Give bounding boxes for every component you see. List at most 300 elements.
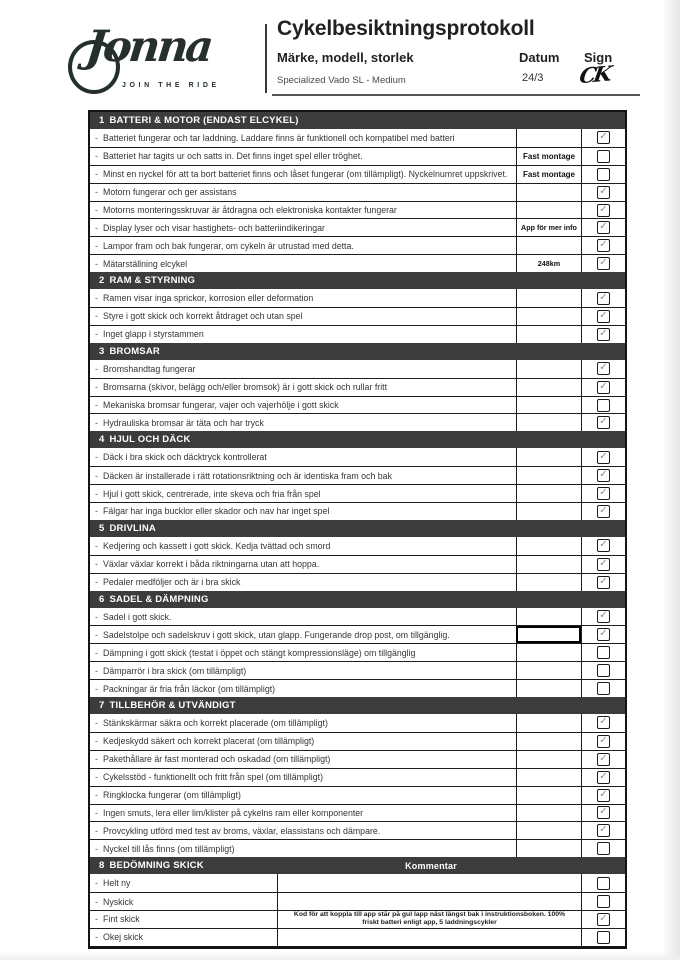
bullet-dash: - [95,452,98,463]
check-icon: ✓ [599,487,608,499]
check-icon: ✓ [599,824,608,836]
row-text-label: Bromsarna (skivor, belägg och/eller bromsok) är i gott skick och rullar fritt [103,382,388,393]
row-text-label: Ringklocka fungerar (om tillämpligt) [103,790,241,801]
row-text [90,467,516,484]
table-row [90,910,625,928]
table-row [90,537,625,555]
row-label [90,874,277,892]
table-row [90,839,625,857]
row-text-label: Motorn fungerar och ger assistans [103,187,237,198]
row-value [516,448,581,466]
checkbox-checked[interactable] [597,628,610,641]
section-title: SADEL & DÄMPNING [109,593,209,605]
checkbox-cell [581,414,625,431]
page-title: Cykelbesiktningsprotokoll [277,17,535,40]
row-text-label: Kedjeskydd säkert och korrekt placerat (om tillämpligt) [103,736,315,747]
row-label [90,911,277,928]
sign-label: Sign [584,50,613,65]
table-row [90,643,625,661]
row-value [516,308,581,325]
signature: CK [577,60,612,89]
checkbox-unchecked[interactable] [597,877,610,890]
table-row [90,750,625,768]
section-number: 5 [99,522,105,534]
checkbox-cell [581,308,625,325]
bullet-dash: - [95,470,98,481]
row-text [90,184,516,201]
checkbox-cell [581,714,625,732]
table-row [90,892,625,910]
check-icon: ✓ [599,557,608,569]
table-row [90,804,625,822]
bullet-dash: - [95,790,98,801]
bullet-dash: - [95,311,98,322]
bullet-dash: - [95,382,98,393]
row-value [516,414,581,431]
check-icon: ✓ [599,504,608,516]
row-label [90,893,277,910]
row-text [90,805,516,822]
row-text [90,644,516,661]
row-text-label: Stänkskärmar säkra och korrekt placerade (om tillämpligt) [103,717,328,728]
row-text [90,414,516,431]
bullet-dash: - [95,132,98,143]
check-icon: ✓ [599,628,608,640]
bullet-dash: - [95,400,98,411]
checkbox-cell [581,556,625,573]
row-text [90,289,516,307]
row-text [90,574,516,591]
row-text-label: Bromshandtag fungerar [103,363,196,374]
table-row [90,821,625,839]
comment-cell[interactable] [277,874,581,892]
row-text-label: Sadelstolpe och sadelskruv i gott skick, utan glapp. Fungerande drop post, om tillgänglig. [103,629,450,640]
table-row [90,254,625,272]
checkbox-cell [581,289,625,307]
comment-cell[interactable]: Kod för att koppla till app står på gul lapp näst längst bak i instruktionsboken. 100% friskt batteri enligt app, 5 laddningscykler [277,911,581,928]
row-text [90,237,516,254]
bullet-dash: - [95,488,98,499]
check-icon: ✓ [599,416,608,428]
checkbox-unchecked[interactable] [597,150,610,163]
section-title: BATTERI & MOTOR (ENDAST ELCYKEL) [109,115,299,126]
bullet-dash: - [95,843,98,854]
table-row [90,165,625,183]
row-value [516,680,581,697]
checkbox-checked[interactable] [597,131,610,144]
row-text [90,556,516,573]
checkbox-cell [581,219,625,236]
table-row [90,129,625,147]
row-text-label: Dämparrör i bra skick (om tillämpligt) [103,665,247,676]
check-icon: ✓ [599,380,608,392]
checkbox-cell [581,769,625,786]
checkbox-unchecked[interactable] [597,168,610,181]
table-row [90,502,625,520]
section-title: BEDÖMNING SKICK [109,860,204,872]
checkbox-checked[interactable] [597,257,610,270]
checkbox-cell [581,662,625,679]
checkbox-cell [581,822,625,839]
row-text-label: Display lyser och visar hastighets- och batteriindikeringar [103,222,325,233]
bullet-dash: - [95,205,98,215]
bullet-dash: - [95,878,98,889]
row-label-text: Nyskick [103,896,134,907]
bullet-dash: - [95,506,98,517]
row-label-text: Okej skick [103,932,144,943]
table-row [90,413,625,431]
row-text [90,680,516,697]
header-divider [265,24,267,93]
row-label [90,929,277,946]
row-value [516,751,581,768]
section-number: 7 [99,700,105,712]
row-text-label: Minst en nyckel för att ta bort batteriet finns och låset fungerar (om tillämpligt). Nyckelnumret uppskrivet. [103,169,508,180]
row-text-label: Batteriet fungerar och tar laddning. Laddare finns är funktionell och kompatibel med batteri [103,132,455,143]
checkbox-unchecked[interactable] [597,682,610,695]
checkbox-checked[interactable] [597,310,610,323]
checkbox-cell [581,184,625,201]
checkbox-checked[interactable] [597,381,610,394]
checkbox-unchecked[interactable] [597,646,610,659]
checkbox-unchecked[interactable] [597,895,610,908]
row-value [516,503,581,520]
row-text [90,202,516,219]
row-value: App för mer info [516,219,581,236]
row-value [516,379,581,396]
row-text [90,503,516,520]
row-value: 248km [516,255,581,272]
row-text-label: Hjul i gott skick, centrerade, inte skeva och fria från spel [103,488,321,499]
row-value [516,556,581,573]
section-number: 3 [99,345,105,357]
row-value [516,237,581,254]
check-icon: ✓ [599,734,608,746]
table-row [90,714,625,732]
checkbox-checked[interactable] [597,221,610,234]
checkbox-cell [581,787,625,804]
date-label: Datum [519,50,560,65]
checkbox-cell [581,733,625,750]
table-row [90,661,625,679]
checkbox-cell [581,485,625,502]
table-row [90,466,625,484]
row-text-label: Mätarställning elcykel [103,258,188,269]
checkbox-checked[interactable] [597,416,610,429]
check-icon: ✓ [599,912,608,924]
table-row [90,307,625,325]
checkbox-checked[interactable] [597,362,610,375]
logo-wordmark: Jonna [83,22,214,72]
bullet-dash: - [95,240,98,251]
bullet-dash: - [95,629,98,640]
row-text [90,326,516,343]
table-row [90,325,625,343]
row-text [90,219,516,236]
section-header-5 [90,520,625,537]
row-text-label: Lampor fram och bak fungerar, om cykeln är utrustad med detta. [103,240,354,251]
row-text-label: Däcken är installerade i rätt rotationsriktning och är identiska fram och bak [103,470,392,481]
section-number: 2 [99,275,105,287]
row-text-label: Fälgar har inga bucklor eller skador och nav har inget spel [103,506,330,517]
row-text-label: Batteriet har tagits ur och satts in. Det finns inget spel eller tröghet. [103,151,363,162]
row-value [516,714,581,732]
row-text-label: Styre i gott skick och korrekt åtdraget och utan spel [103,311,303,322]
check-icon: ✓ [599,575,608,587]
checkbox-checked[interactable] [597,576,610,589]
bullet-dash: - [95,736,98,747]
checkbox-checked[interactable] [597,328,610,341]
row-text [90,397,516,414]
section-number: 1 [99,115,105,126]
row-text [90,626,516,643]
row-text-label: Ramen visar inga sprickor, korrosion eller deformation [103,293,314,304]
row-value [516,608,581,626]
bullet-dash: - [95,896,98,907]
table-row [90,555,625,573]
bullet-dash: - [95,754,98,765]
checkbox-cell [581,574,625,591]
checkbox-checked[interactable] [597,451,610,464]
check-icon: ✓ [599,327,608,339]
checkbox-cell [581,503,625,520]
table-row [90,147,625,165]
row-value [516,485,581,502]
bullet-dash: - [95,807,98,818]
bullet-dash: - [95,611,98,622]
section-header-2 [90,272,625,289]
row-value [516,840,581,857]
checkbox-cell [581,166,625,183]
section-title: TILLBEHÖR & UTVÄNDIGT [109,700,236,712]
table-row [90,625,625,643]
table-row [90,679,625,697]
row-text [90,714,516,732]
checkbox-checked[interactable] [597,753,610,766]
checkbox-unchecked[interactable] [597,931,610,944]
row-value [516,805,581,822]
comment-cell[interactable] [277,893,581,910]
row-text-label: Provcykling utförd med test av broms, växlar, elassistans och dämpare. [103,825,381,836]
check-icon: ✓ [599,131,608,143]
section-header-7 [90,697,625,714]
checkbox-cell [581,893,625,910]
row-text-label: Dämpning i gott skick (testat i öppet och stängt kompressionsläge) om tillgänglig [103,647,416,658]
checkbox-cell [581,237,625,254]
bullet-dash: - [95,222,98,233]
row-value [516,662,581,679]
table-row [90,236,625,254]
row-text-label: Sadel i gott skick. [103,611,172,622]
table-row [90,396,625,414]
check-icon: ✓ [599,450,608,462]
row-value [516,360,581,378]
row-text [90,769,516,786]
protocol-table [88,110,627,949]
checkbox-checked[interactable] [597,806,610,819]
checkbox-cell [581,840,625,857]
row-text [90,822,516,839]
table-row [90,289,625,307]
table-row [90,732,625,750]
check-icon: ✓ [599,539,608,551]
table-row [90,874,625,892]
check-icon: ✓ [599,362,608,374]
checkbox-cell [581,680,625,697]
row-value: Fast montage [516,166,581,183]
row-text-label: Nyckel till lås finns (om tillämpligt) [103,843,235,854]
table-row [90,573,625,591]
checkbox-checked[interactable] [597,771,610,784]
checkbox-checked[interactable] [597,186,610,199]
bullet-dash: - [95,187,98,198]
checkbox-unchecked[interactable] [597,664,610,677]
row-text-label: Växlar växlar korrekt i båda riktningarna utan att hoppa. [103,559,320,570]
row-text-label: Hydrauliska bromsar är täta och har tryck [103,417,264,428]
row-text [90,360,516,378]
row-value [516,787,581,804]
row-value [516,537,581,555]
check-icon: ✓ [599,185,608,197]
row-value [516,769,581,786]
checkbox-cell [581,874,625,892]
comment-cell[interactable] [277,929,581,946]
table-row [90,484,625,502]
row-text-label: Kedjering och kassett i gott skick. Kedja tvättad och smord [103,540,331,551]
section-number: 4 [99,434,105,446]
row-text [90,840,516,857]
check-icon: ✓ [599,610,608,622]
checkbox-cell [581,129,625,147]
checkbox-cell [581,326,625,343]
check-icon: ✓ [599,806,608,818]
date-value: 24/3 [522,72,544,84]
row-text [90,537,516,555]
check-icon: ✓ [599,752,608,764]
row-text [90,129,516,147]
checkbox-checked[interactable] [597,469,610,482]
row-text-label: Ingen smuts, lera eller lim/klister på cykelns ram eller komponenter [103,807,364,818]
check-icon: ✓ [599,221,608,233]
checkbox-cell [581,608,625,626]
table-row [90,768,625,786]
section-header-1 [90,112,625,129]
table-row [90,378,625,396]
bullet-dash: - [95,258,98,269]
checkbox-checked[interactable] [597,204,610,217]
checkbox-checked[interactable] [597,735,610,748]
checkbox-unchecked[interactable] [597,399,610,412]
row-text [90,166,516,183]
bullet-dash: - [95,169,98,180]
checkbox-cell [581,537,625,555]
checkbox-cell [581,751,625,768]
bullet-dash: - [95,540,98,551]
bullet-dash: - [95,914,98,925]
checkbox-cell [581,360,625,378]
row-value [516,574,581,591]
row-value [516,397,581,414]
row-value [516,326,581,343]
table-row [90,360,625,378]
row-text-label: Pakethållare är fast monterad och oskadad (om tillämpligt) [103,754,331,765]
checkbox-cell [581,626,625,643]
scan-edge-bottom [0,952,680,960]
section-title: HJUL OCH DÄCK [109,434,191,446]
row-text-label: Inget glapp i styrstammen [103,329,204,340]
row-text [90,379,516,396]
checkbox-checked[interactable] [597,824,610,837]
section-header-3 [90,343,625,360]
comment-column-header: Kommentar [405,860,457,871]
bullet-dash: - [95,577,98,588]
section-number: 6 [99,593,105,605]
checkbox-checked[interactable] [597,539,610,552]
row-label-text: Helt ny [103,878,131,889]
checkbox-cell [581,397,625,414]
section-header-4 [90,431,625,448]
checkbox-cell [581,448,625,466]
table-row [90,608,625,626]
row-text [90,148,516,165]
row-text [90,308,516,325]
row-text [90,787,516,804]
section-title: RAM & STYRNING [109,275,196,287]
bike-fields-label: Märke, modell, storlek [277,50,414,65]
check-icon: ✓ [599,716,608,728]
checkbox-cell [581,644,625,661]
check-icon: ✓ [599,309,608,321]
row-value [516,626,581,643]
checkbox-checked[interactable] [597,610,610,623]
header-rule [272,94,640,96]
checkbox-cell [581,379,625,396]
row-text-label: Mekaniska bromsar fungerar, vajer och vajerhölje i gott skick [103,400,339,411]
checkbox-checked[interactable] [597,505,610,518]
section-title: BROMSAR [109,345,160,357]
row-text [90,255,516,272]
bullet-dash: - [95,665,98,676]
check-icon: ✓ [599,291,608,303]
checkbox-checked[interactable] [597,558,610,571]
bullet-dash: - [95,363,98,374]
row-value [516,467,581,484]
row-text-label: Packningar är fria från läckor (om tillämpligt) [103,683,276,694]
checkbox-checked[interactable] [597,487,610,500]
checkbox-checked[interactable] [597,292,610,305]
checkbox-cell [581,202,625,219]
table-row [90,183,625,201]
bullet-dash: - [95,932,98,943]
bullet-dash: - [95,717,98,728]
table-row [90,786,625,804]
row-text [90,485,516,502]
check-icon: ✓ [599,257,608,269]
checkbox-checked[interactable] [597,239,610,252]
table-row [90,928,625,946]
bullet-dash: - [95,329,98,340]
row-value: Fast montage [516,148,581,165]
checkbox-checked[interactable] [597,716,610,729]
section-title: DRIVLINA [109,522,156,534]
checkbox-unchecked[interactable] [597,842,610,855]
checkbox-checked[interactable] [597,789,610,802]
bullet-dash: - [95,293,98,304]
row-value [516,289,581,307]
checkbox-checked[interactable] [597,913,610,926]
check-icon: ✓ [599,469,608,481]
bullet-dash: - [95,825,98,836]
